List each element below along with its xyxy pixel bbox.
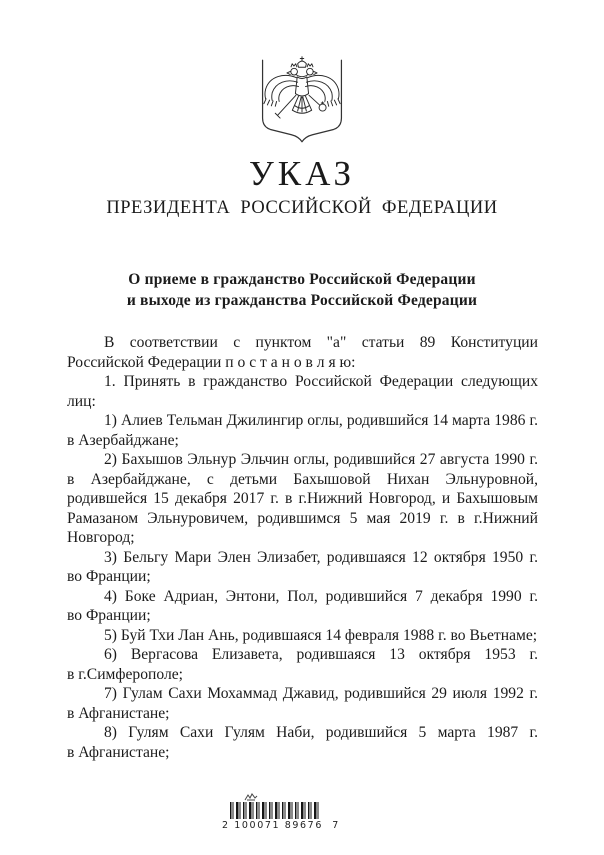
paragraph-item-1: 1. Принять в гражданство Российской Федерации следующих лиц: (67, 373, 538, 410)
paragraph-person-1: 1) Алиев Тельман Джилингир оглы, родившийся 14 марта 1986 г. в Азербайджане; (67, 412, 538, 449)
paragraph-person-7: 7) Гулам Сахи Мохаммад Джавид, родившийся 29 июля 1992 г. в Афганистане; (67, 685, 538, 722)
paragraph-person-4: 4) Боке Адриан, Энтони, Пол, родившийся 7 декабря 1990 г. во Франции; (67, 587, 538, 624)
barcode-bars (230, 802, 320, 819)
decree-subject (0, 270, 604, 311)
barcode-number: 2 100071 89676 7 (222, 820, 340, 831)
decree-title: УКАЗ (248, 154, 356, 193)
print-mark-icon (244, 792, 258, 801)
paragraph-person-2: 2) Бахышов Эльнур Эльчин оглы, родившийся 27 августа 1990 г. в Азербайджане, с детьми Бахышовой Нихан Эльнуровной, родившейся 15 декабря 2017 г. в г.Нижний Новгород, и Бахышовым Рамазаном Эльнуровичем, родившимся 5 мая 2019 г. в г.Нижний Новгород; (67, 451, 538, 546)
paragraph-preamble: В соответствии с пунктом "а" статьи 89 Конституции Российской Федерации п о с т а н о в л я ю: (67, 334, 538, 371)
subject-line-2: и выходе из гражданства Российской Федерации (126, 291, 478, 309)
paragraph-person-3: 3) Бельгу Мари Элен Элизабет, родившаяся 12 октября 1950 г. во Франции; (67, 548, 538, 585)
decree-issuer: ПРЕЗИДЕНТА РОССИЙСКОЙ ФЕДЕРАЦИИ (106, 198, 498, 218)
paragraph-person-5: 5) Буй Тхи Лан Ань, родившаяся 14 февраля 1988 г. во Вьетнаме; (104, 626, 538, 644)
paragraph-person-8: 8) Гулям Сахи Гулям Наби, родившийся 5 марта 1987 г. в Афганистане; (67, 724, 538, 761)
barcode (222, 792, 352, 831)
double-headed-eagle-icon (258, 55, 346, 147)
coat-of-arms (258, 55, 346, 147)
subject-line-1: О приеме в гражданство Российской Федерации (128, 271, 476, 288)
paragraph-person-6: 6) Вергасова Елизавета, родившаяся 13 октября 1953 г. в г.Симферополе; (67, 646, 538, 683)
decree-body (67, 333, 538, 762)
